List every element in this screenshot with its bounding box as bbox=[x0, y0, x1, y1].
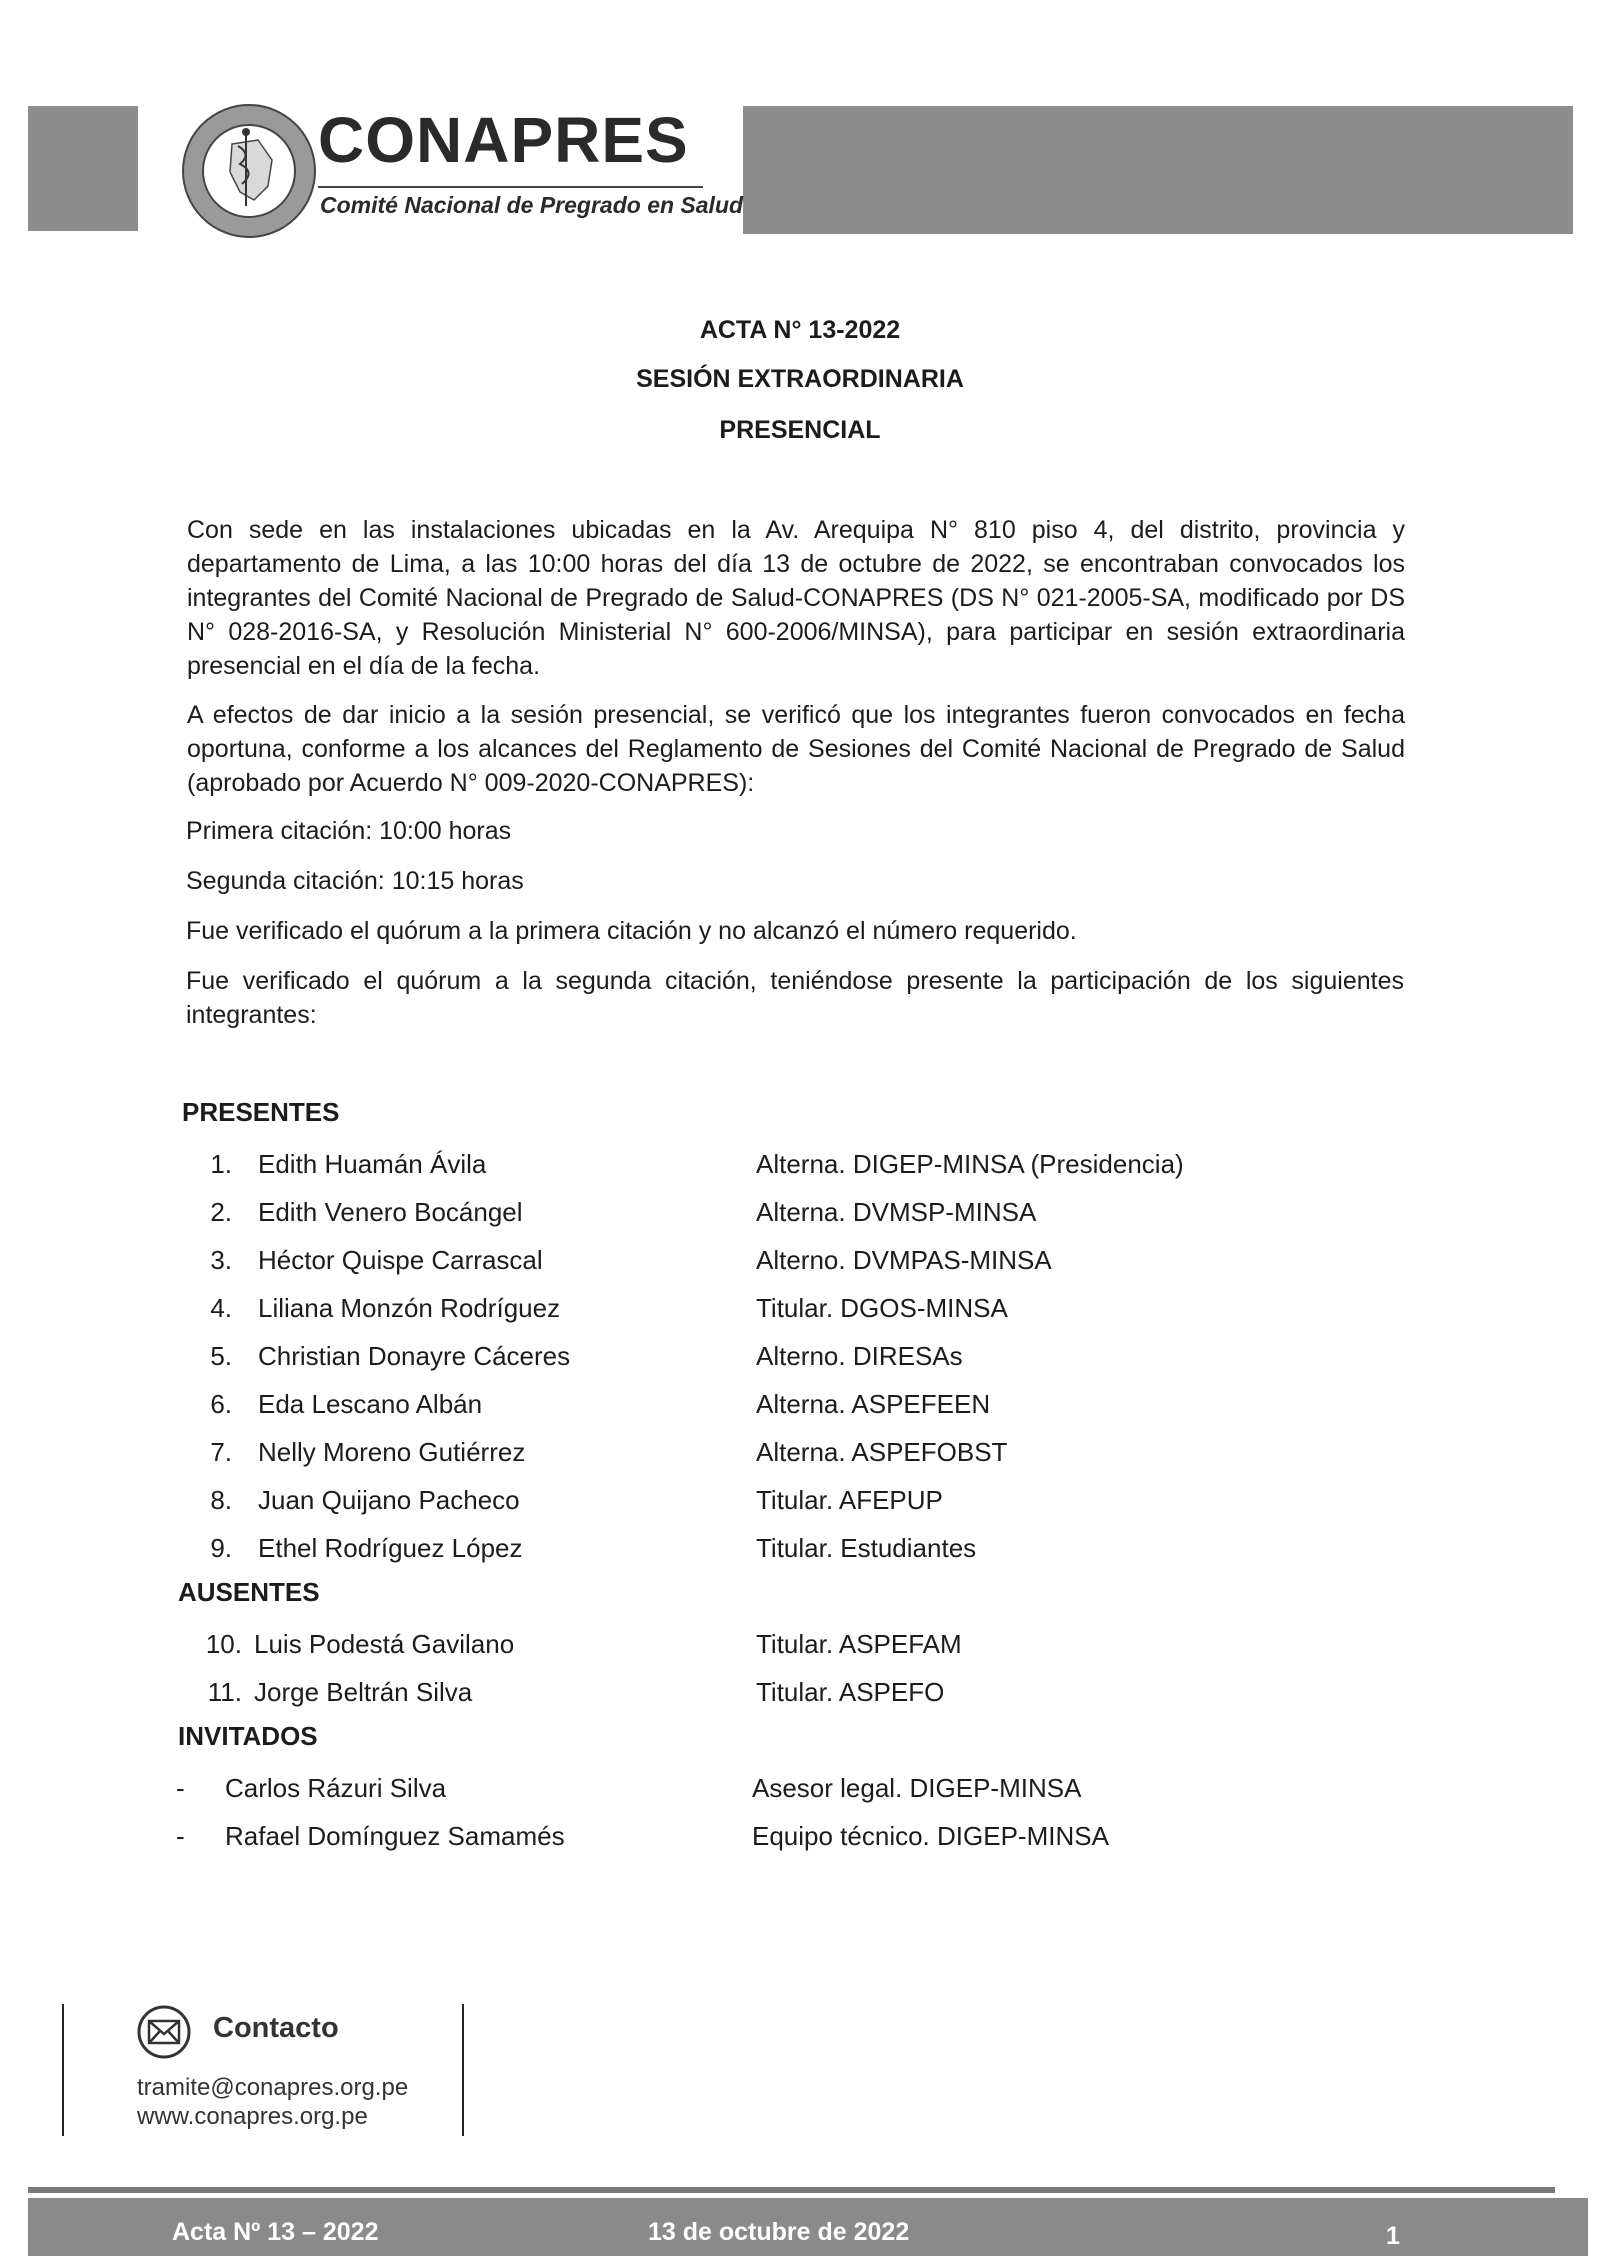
member-name: Eda Lescano Albán bbox=[258, 1389, 483, 1419]
contact-website[interactable]: www.conapres.org.pe bbox=[137, 2103, 368, 2130]
page-number: 1 bbox=[1386, 2222, 1400, 2250]
footer-acta: Acta Nº 13 – 2022 bbox=[172, 2218, 379, 2246]
header-right-block bbox=[743, 106, 1573, 234]
footer-rule bbox=[28, 2187, 1555, 2193]
list-item-number: 2. bbox=[210, 1197, 232, 1227]
member-name: Luis Podestá Gavilano bbox=[254, 1629, 515, 1659]
list-item-number: 3. bbox=[210, 1245, 232, 1275]
contact-right-rule bbox=[462, 2004, 464, 2136]
member-name: Jorge Beltrán Silva bbox=[254, 1677, 473, 1707]
verification-paragraph: A efectos de dar inicio a la sesión presencial, se verificó que los integrantes fueron convocados en fecha oportuna, conforme a los alcances del Reglamento de Sesiones del Comité Nacional de Pregrado de Salud (aprobado por Acuerdo N° 009-2020-CONAPRES): bbox=[187, 701, 1405, 797]
list-item-number: 9. bbox=[210, 1533, 232, 1563]
member-role: Alterna. ASPEFEEN bbox=[756, 1389, 991, 1419]
list-item-number: 11. bbox=[207, 1677, 242, 1707]
invitados-heading: INVITADOS bbox=[178, 1721, 318, 1751]
guest-name: Carlos Rázuri Silva bbox=[225, 1773, 447, 1803]
brand-name: CONAPRES bbox=[318, 104, 689, 176]
guest-role: Asesor legal. DIGEP-MINSA bbox=[752, 1773, 1082, 1803]
brand-subtitle: Comité Nacional de Pregrado en Salud bbox=[320, 192, 744, 218]
member-role: Titular. ASPEFO bbox=[756, 1677, 945, 1707]
member-role: Alterna. DVMSP-MINSA bbox=[756, 1197, 1037, 1227]
member-name: Christian Donayre Cáceres bbox=[258, 1341, 571, 1371]
mail-icon bbox=[137, 2005, 191, 2059]
member-role: Alterna. ASPEFOBST bbox=[756, 1437, 1008, 1467]
member-name: Ethel Rodríguez López bbox=[258, 1533, 523, 1563]
member-role: Alterno. DIRESAs bbox=[756, 1341, 963, 1371]
contact-email[interactable]: tramite@conapres.org.pe bbox=[137, 2074, 409, 2101]
member-name: Liliana Monzón Rodríguez bbox=[258, 1293, 561, 1323]
member-role: Titular. DGOS-MINSA bbox=[756, 1293, 1008, 1323]
presentes-heading: PRESENTES bbox=[182, 1097, 340, 1127]
footer-date: 13 de octubre de 2022 bbox=[648, 2218, 910, 2246]
acta-title: ACTA N° 13-2022 bbox=[699, 316, 901, 344]
list-item-number: 5. bbox=[210, 1341, 232, 1371]
member-name: Nelly Moreno Gutiérrez bbox=[258, 1437, 526, 1467]
member-role: Alterno. DVMPAS-MINSA bbox=[756, 1245, 1052, 1275]
list-item-number: 8. bbox=[210, 1485, 232, 1515]
second-call-line: Segunda citación: 10:15 horas bbox=[186, 867, 524, 895]
list-item-number: 6. bbox=[210, 1389, 232, 1419]
member-name: Juan Quijano Pacheco bbox=[258, 1485, 520, 1515]
contact-left-rule bbox=[62, 2004, 64, 2136]
list-dash: - bbox=[176, 1773, 185, 1803]
conapres-seal-icon bbox=[180, 102, 318, 240]
ausentes-heading: AUSENTES bbox=[178, 1577, 320, 1607]
list-item-number: 4. bbox=[210, 1293, 232, 1323]
member-role: Titular. AFEPUP bbox=[756, 1485, 943, 1515]
member-role: Titular. Estudiantes bbox=[756, 1533, 977, 1563]
member-name: Edith Huamán Ávila bbox=[258, 1149, 487, 1179]
intro-paragraph: Con sede en las instalaciones ubicadas en la Av. Arequipa N° 810 piso 4, del distrito, provincia y departamento de Lima, a las 10:00 horas del día 13 de octubre de 2022, se encontraban convocados los integrantes del Comité Nacional de Pregrado de Salud-CONAPRES (DS N° 021-2005-SA, modificado por DS N° 028-2016-SA, y Resolución Ministerial N° 600-2006/MINSA), para participar en sesión extraordinaria presencial en el día de la fecha. bbox=[187, 516, 1405, 680]
quorum-second-paragraph: Fue verificado el quórum a la segunda citación, teniéndose presente la participación de los siguientes integrantes: bbox=[186, 967, 1404, 1029]
quorum-first-line: Fue verificado el quórum a la primera citación y no alcanzó el número requerido. bbox=[186, 917, 1077, 945]
first-call-line: Primera citación: 10:00 horas bbox=[186, 817, 512, 845]
list-item-number: 1. bbox=[210, 1149, 232, 1179]
list-item-number: 10. bbox=[205, 1629, 242, 1659]
list-dash: - bbox=[176, 1821, 185, 1851]
member-role: Titular. ASPEFAM bbox=[756, 1629, 962, 1659]
guest-role: Equipo técnico. DIGEP-MINSA bbox=[752, 1821, 1109, 1851]
brand-divider bbox=[318, 186, 703, 188]
session-title: SESIÓN EXTRAORDINARIA bbox=[636, 365, 964, 393]
member-role: Alterna. DIGEP-MINSA (Presidencia) bbox=[756, 1149, 1184, 1179]
mode-title: PRESENCIAL bbox=[719, 416, 881, 444]
member-name: Edith Venero Bocángel bbox=[258, 1197, 523, 1227]
list-item-number: 7. bbox=[210, 1437, 232, 1467]
guest-name: Rafael Domínguez Samamés bbox=[225, 1821, 565, 1851]
contact-title: Contacto bbox=[213, 2012, 339, 2044]
member-name: Héctor Quispe Carrascal bbox=[258, 1245, 543, 1275]
header-left-block bbox=[28, 106, 138, 231]
